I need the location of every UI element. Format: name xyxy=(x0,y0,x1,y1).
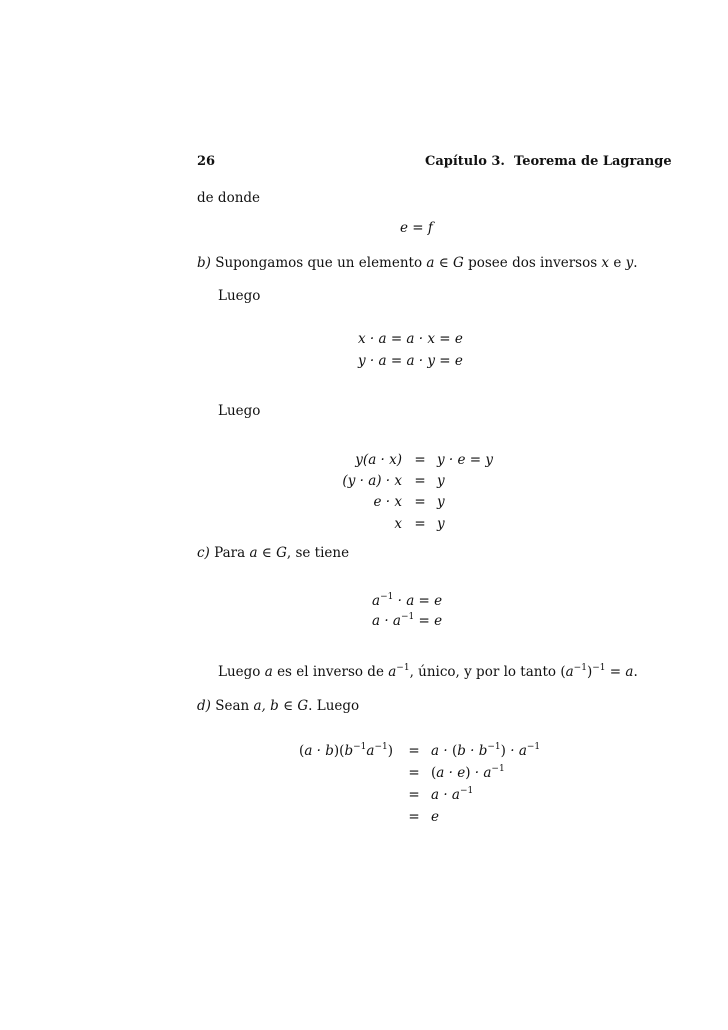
luego-3-math-ainv: $a^{-1}$ xyxy=(388,663,410,680)
equation-b2: y · a = a · y = e xyxy=(358,353,463,369)
luego-3-text-b: es el inverso de xyxy=(272,664,389,680)
equation-b1: x · a = a · x = e xyxy=(358,331,463,347)
d-text-1: Sean xyxy=(215,698,254,714)
align-d-rhs-2: $(a \cdot e) \cdot a^{-1}$ xyxy=(431,764,505,781)
text-luego-1: Luego xyxy=(218,288,261,304)
align-b-rhs-2: y xyxy=(437,473,445,489)
align-d-eq-1: = xyxy=(408,743,420,759)
d-math: a, b ∈ G xyxy=(253,698,309,714)
align-d-eq-2: = xyxy=(408,765,420,781)
luego-3-text-c: , único, y por lo tanto xyxy=(409,664,561,680)
luego-3-math-ainvinv: $(a^{-1})^{-1}$ xyxy=(560,663,606,680)
align-d-rhs-4: e xyxy=(431,809,439,825)
b-math-1: a ∈ G xyxy=(426,255,464,271)
luego-3-text-d: = xyxy=(605,664,626,680)
b-math-x: x xyxy=(601,255,610,271)
align-d-eq-3: = xyxy=(408,787,420,803)
b-text-2: posee dos inversos xyxy=(463,255,602,271)
running-head xyxy=(425,154,672,169)
align-b-lhs-4: x xyxy=(394,516,402,532)
paragraph-b xyxy=(197,255,638,271)
text-de-donde: de donde xyxy=(197,190,261,206)
align-b-lhs-3: e · x xyxy=(373,494,402,510)
text-luego-2: Luego xyxy=(218,403,261,419)
align-b-eq-3: = xyxy=(414,494,426,510)
luego-3-text-a: Luego xyxy=(218,664,265,680)
align-b-rhs-1: y · e = y xyxy=(437,452,494,468)
page-number: 26 xyxy=(197,154,216,169)
luego-3-math-a: a xyxy=(264,664,273,680)
align-b-rhs-4: y xyxy=(437,516,445,532)
luego-3-text-e: . xyxy=(633,664,638,680)
label-b: b) xyxy=(197,255,211,271)
align-d-rhs-1: $a \cdot (b \cdot b^{-1}) \cdot a^{-1}$ xyxy=(431,742,541,759)
b-text-1: Supongamos que un elemento xyxy=(215,255,427,271)
chapter-title: Teorema de Lagrange xyxy=(514,154,672,169)
paragraph-d xyxy=(197,698,359,714)
d-text-2: . Luego xyxy=(308,698,360,714)
align-b-rhs-3: y xyxy=(437,494,445,510)
equation-c1: $a^{-1} \cdot a = e$ xyxy=(372,592,443,609)
equation-e-f: e = f xyxy=(400,220,433,236)
align-b-eq-4: = xyxy=(414,516,426,532)
c-text-1: Para xyxy=(214,545,250,561)
label-c: c) xyxy=(197,545,210,561)
align-d-rhs-3: $a \cdot a^{-1}$ xyxy=(431,786,474,803)
c-text-2: , se tiene xyxy=(286,545,350,561)
c-math: a ∈ G xyxy=(249,545,287,561)
b-text-3: e xyxy=(609,255,626,271)
b-text-4: . xyxy=(633,255,638,271)
chapter-number: Capítulo 3. xyxy=(425,154,505,169)
align-b-lhs-1: y(a · x) xyxy=(355,452,402,468)
paragraph-c xyxy=(197,545,349,561)
align-b-eq-2: = xyxy=(414,473,426,489)
luego-3-math-a2: a xyxy=(625,664,634,680)
paragraph-luego-3 xyxy=(218,664,638,680)
equation-c2: $a \cdot a^{-1} = e$ xyxy=(372,612,443,629)
align-d-eq-4: = xyxy=(408,809,420,825)
align-d-lhs-1: $(a \cdot b)(b^{-1}a^{-1})$ xyxy=(299,742,393,759)
align-b-eq-1: = xyxy=(414,452,426,468)
align-b-lhs-2: (y · a) · x xyxy=(342,473,402,489)
b-math-y: y xyxy=(625,255,634,271)
label-d: d) xyxy=(197,698,211,714)
